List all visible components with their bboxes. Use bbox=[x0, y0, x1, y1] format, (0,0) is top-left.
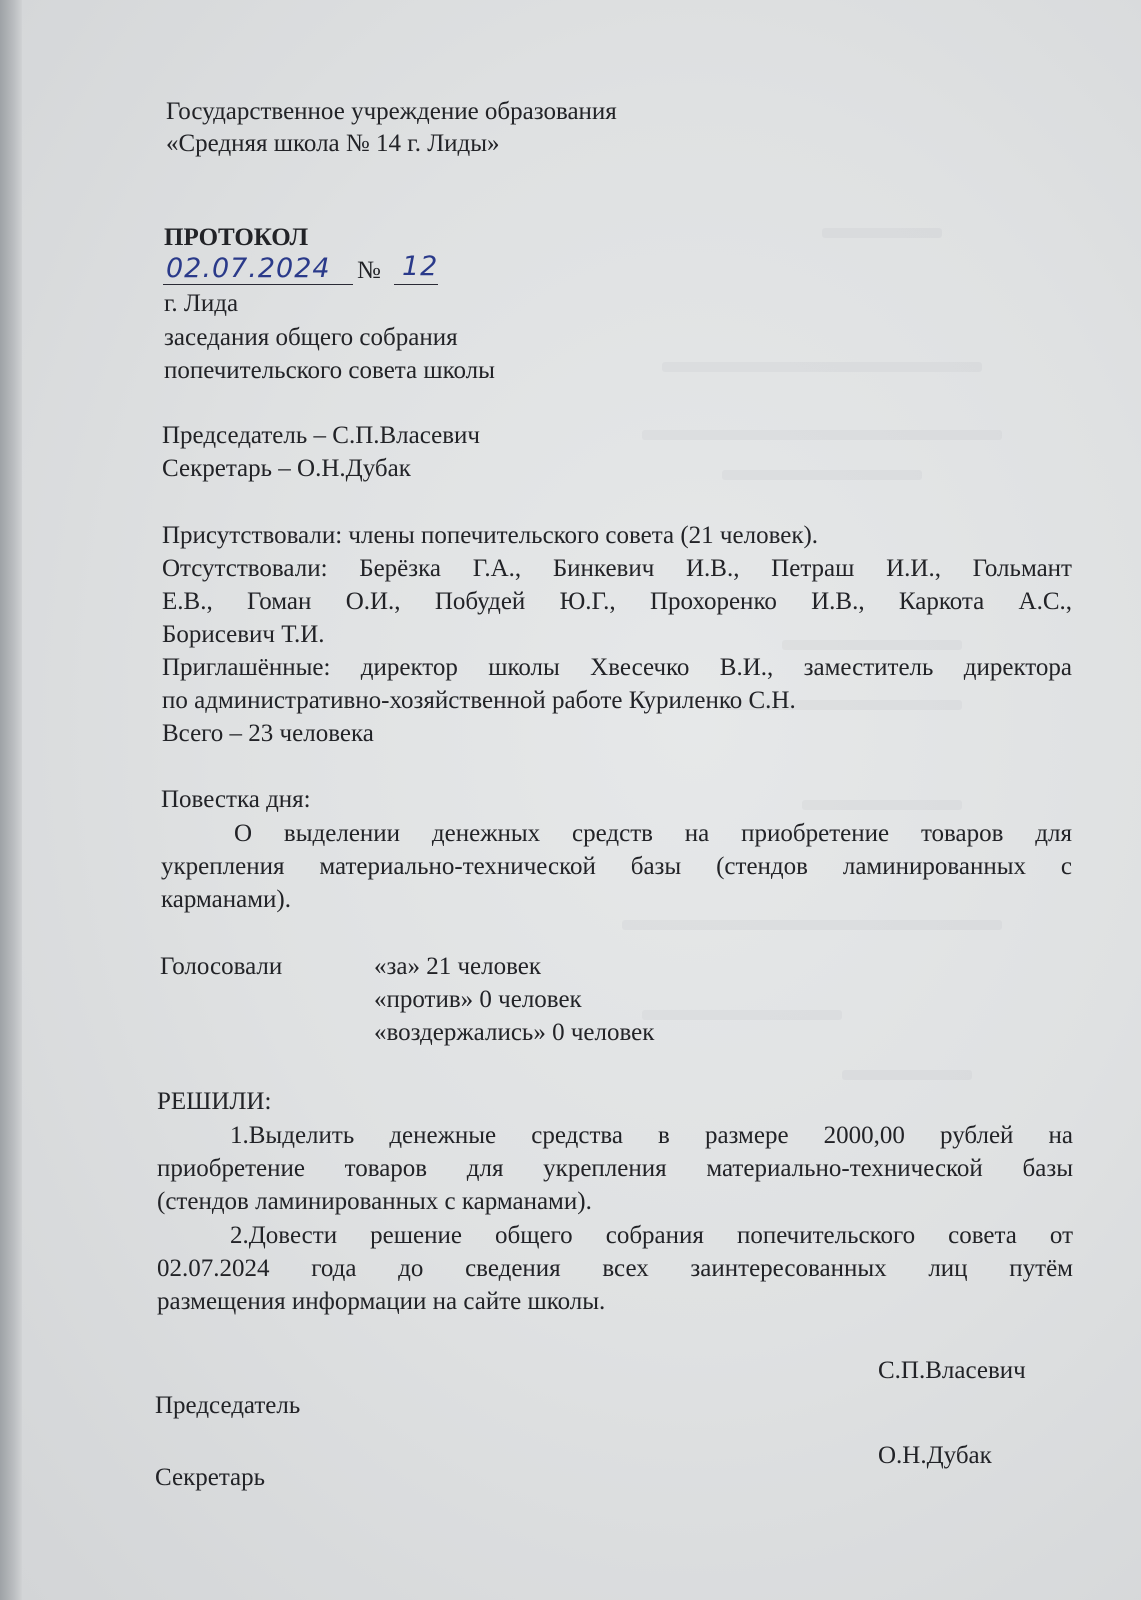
secretary-signature-name: О.Н.Дубак bbox=[878, 1442, 992, 1469]
show-through-mark bbox=[642, 430, 1002, 440]
organization-name-line2: «Средняя школа № 14 г. Лиды» bbox=[166, 130, 500, 157]
adjacent-page-edge bbox=[0, 0, 22, 1600]
document-title: ПРОТОКОЛ bbox=[164, 224, 309, 251]
protocol-date-handwritten: 02.07.2024 bbox=[166, 253, 331, 284]
agenda-line2: укрепления материально-технической базы (стендов ламинированных с bbox=[161, 853, 1072, 880]
show-through-mark bbox=[642, 1010, 842, 1020]
show-through-mark bbox=[722, 470, 922, 480]
show-through-mark bbox=[622, 920, 1002, 930]
invited-line1: Приглашённые: директор школы Хвесечко В.И., заместитель директора bbox=[162, 654, 1072, 681]
absent-line3: Борисевич Т.И. bbox=[162, 621, 325, 648]
chairman-signature-name: С.П.Власевич bbox=[878, 1357, 1026, 1384]
number-sign: № bbox=[357, 257, 381, 284]
voting-for: «за» 21 человек bbox=[374, 953, 542, 980]
chairman-signature-role: Председатель bbox=[155, 1392, 301, 1419]
decision-item1-line3: (стендов ламинированных с карманами). bbox=[157, 1188, 592, 1215]
secretary-signature-role: Секретарь bbox=[155, 1464, 266, 1491]
agenda-line3: карманами). bbox=[161, 886, 291, 913]
organization-name-line1: Государственное учреждение образования bbox=[166, 98, 617, 125]
decision-item1-line1: 1.Выделить денежные средства в размере 2000,00 рублей на bbox=[230, 1122, 1073, 1149]
city: г. Лида bbox=[164, 290, 239, 317]
date-underline bbox=[163, 284, 353, 285]
agenda-line1: О выделении денежных средств на приобретение товаров для bbox=[234, 820, 1072, 847]
show-through-mark bbox=[662, 362, 982, 372]
show-through-mark bbox=[842, 1070, 972, 1080]
show-through-mark bbox=[802, 800, 962, 810]
voting-against: «против» 0 человек bbox=[374, 986, 582, 1013]
show-through-mark bbox=[822, 228, 942, 238]
voting-abstained: «воздержались» 0 человек bbox=[374, 1019, 655, 1046]
chairman-line: Председатель – С.П.Власевич bbox=[162, 422, 481, 449]
decision-heading: РЕШИЛИ: bbox=[157, 1088, 272, 1115]
total-line: Всего – 23 человека bbox=[162, 720, 374, 747]
show-through-mark bbox=[782, 640, 962, 650]
invited-line2: по административно-хозяйственной работе Куриленко С.Н. bbox=[162, 687, 796, 714]
absent-line2: Е.В., Гоман О.И., Побудей Ю.Г., Прохоренко И.В., Каркота А.С., bbox=[162, 588, 1072, 615]
decision-item1-line2: приобретение товаров для укрепления материально-технической базы bbox=[157, 1155, 1073, 1182]
decision-item2-line3: размещения информации на сайте школы. bbox=[157, 1288, 606, 1315]
present-line: Присутствовали: члены попечительского совета (21 человек). bbox=[162, 522, 819, 549]
meeting-subject-line2: попечительского совета школы bbox=[164, 357, 495, 384]
absent-line1: Отсутствовали: Берёзка Г.А., Бинкевич И.В., Петраш И.И., Гольмант bbox=[162, 555, 1072, 582]
decision-item2-line1: 2.Довести решение общего собрания попечительского совета от bbox=[230, 1222, 1073, 1249]
number-underline bbox=[394, 284, 438, 285]
protocol-number-handwritten: 12 bbox=[402, 251, 439, 282]
meeting-subject-line1: заседания общего собрания bbox=[164, 324, 458, 351]
decision-item2-line2: 02.07.2024 года до сведения всех заинтересованных лиц путём bbox=[157, 1255, 1073, 1282]
agenda-heading: Повестка дня: bbox=[161, 786, 311, 813]
secretary-line: Секретарь – О.Н.Дубак bbox=[162, 455, 411, 482]
voting-label: Голосовали bbox=[160, 953, 283, 980]
